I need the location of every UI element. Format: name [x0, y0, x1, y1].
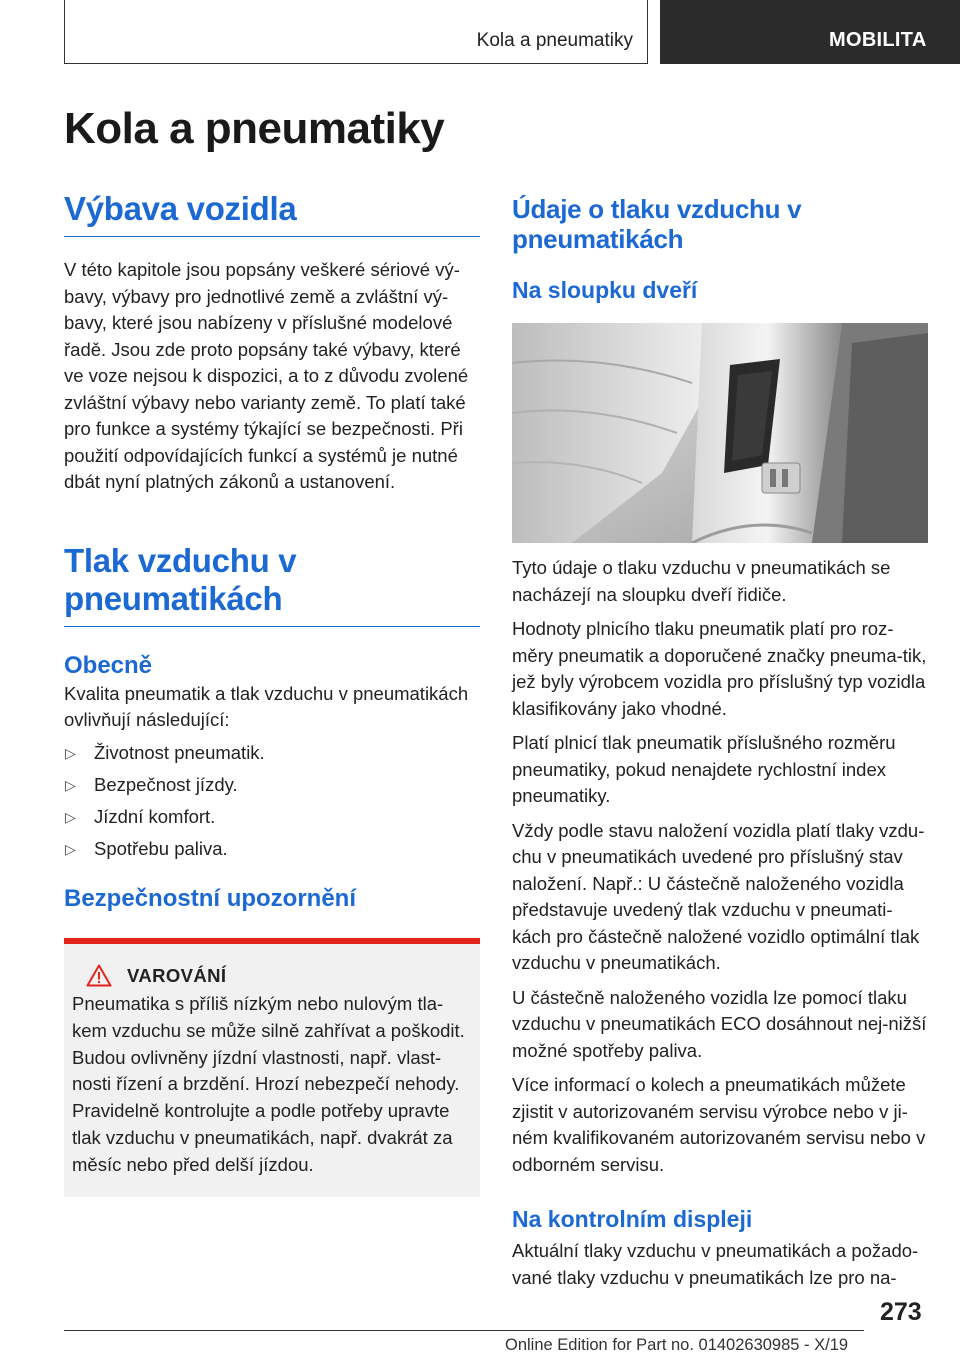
warning-label: VAROVÁNÍ — [127, 964, 227, 986]
right-paragraph-1: Tyto údaje o tlaku vzduchu v pneumatikách se nacházejí na sloupku dveří řidiče. — [512, 557, 891, 605]
right-paragraph-2: Hodnoty plnicího tlaku pneumatik platí pro roz-měry pneumatik a doporučené značky pneuma-tik, jež byly výrobcem vozidla pro příslušný typ vozidla klasifikovány jako vhodné. — [512, 618, 927, 719]
header-chapter-label: MOBILITA — [829, 29, 927, 51]
equipment-text: V této kapitole jsou popsány veškeré sériové vý-bavy, výbavy pro jednotlivé země a zvláštní vý-bavy, které jsou nabízeny v příslušné modelové řadě. Jsou zde proto popsány také výbavy, které ve voze nejsou k dispozici, a to z důvodu zvolené zvláštní výbavy nebo varianty země. To platí také pro funkce a systémy týkající se bezpečnosti. Při použití odpovídajících funkcí a systémů je nutné dbát nyní platných zákonů a ustanovení. — [64, 259, 469, 492]
right-paragraph-3: Platí plnicí tlak pneumatik příslušného rozměru pneumatiky, pokud nenajdete rychlostní index pneumatiky. — [512, 732, 896, 806]
right-paragraph-7: Aktuální tlaky vzduchu v pneumatikách a požado-vané tlaky vzduchu v pneumatikách lze pro na- — [512, 1240, 919, 1288]
general-text: Kvalita pneumatik a tlak vzduchu v pneumatikách ovlivňují následující: — [64, 682, 469, 730]
door-pillar-image — [512, 323, 928, 543]
list-item: ▷ Spotřebu paliva. — [64, 836, 480, 863]
list-item: ▷ Životnost pneumatik. — [64, 740, 480, 767]
section-title-equipment: Výbava vozidla — [64, 190, 480, 237]
header-section-title: Kola a pneumatiky — [476, 30, 633, 51]
list-item: ▷ Bezpečnost jízdy. — [64, 772, 480, 799]
section-title-tyre-pressure: Tlak vzduchu v pneumatikách — [64, 542, 480, 627]
warning-triangle-icon — [86, 964, 112, 987]
subsection-title-door-pillar: Na sloupku dveří — [512, 277, 698, 303]
list-item: ▷ Jízdní komfort. — [64, 804, 480, 831]
bullet-list — [64, 740, 480, 863]
warning-text: Pneumatika s příliš nízkým nebo nulovým tla-kem vzduchu se může silně zahřívat a poškodit. Budou ovlivněny jízdní vlastnosti, např. vlast-nosti řízení a brzdění. Hrozí nebezpečí nehody. Pravidelně kontrolujte a podle potřeby upravte tlak vzduchu v pneumatikách, např. dvakrát za měsíc nebo před delší jízdou. — [72, 993, 465, 1175]
page-title: Kola a pneumatiky — [64, 104, 445, 153]
section-title-pressure-data: Údaje o tlaku vzduchu v pneumatikách — [512, 194, 802, 254]
footer-divider — [64, 1330, 864, 1331]
subsection-title-safety: Bezpečnostní upozornění — [64, 885, 357, 912]
triangle-right-icon: ▷ — [65, 840, 76, 857]
right-column — [512, 190, 928, 1291]
right-paragraph-5: U částečně naloženého vozidla lze pomocí tlaku vzduchu v pneumatikách ECO dosáhnout nej-nižší možné spotřeby paliva. — [512, 986, 927, 1061]
subsection-title-control-display: Na kontrolním displeji — [512, 1206, 753, 1232]
footer-edition: Online Edition for Part no. 01402630985 - X/19 — [505, 1336, 849, 1354]
header-section-box — [64, 0, 648, 64]
warning-box — [64, 938, 480, 1197]
subsection-title-general: Obecně — [64, 651, 153, 679]
right-paragraph-4: Vždy podle stavu naložení vozidla platí tlaky vzdu-chu v pneumatikách uvedené pro příslušný stav naložení. Např.: U částečně naloženého vozidla představuje uvedený tlak vzduchu v pneumati-kách pro částečně naložené vozidlo optimální tlak vzduchu v pneumatikách. — [512, 819, 925, 973]
page-number: 273 — [880, 1298, 922, 1326]
triangle-right-icon: ▷ — [65, 744, 76, 761]
right-paragraph-6: Více informací o kolech a pneumatikách můžete zjistit v autorizovaném servisu výrobce nebo v ji-ném kvalifikovaném autorizovaném servisu nebo v odborném servisu. — [512, 1074, 926, 1175]
triangle-right-icon: ▷ — [65, 776, 76, 793]
header-chapter-tab — [660, 0, 960, 64]
triangle-right-icon: ▷ — [65, 808, 76, 825]
warning-header — [72, 964, 472, 987]
left-column — [64, 190, 480, 1197]
